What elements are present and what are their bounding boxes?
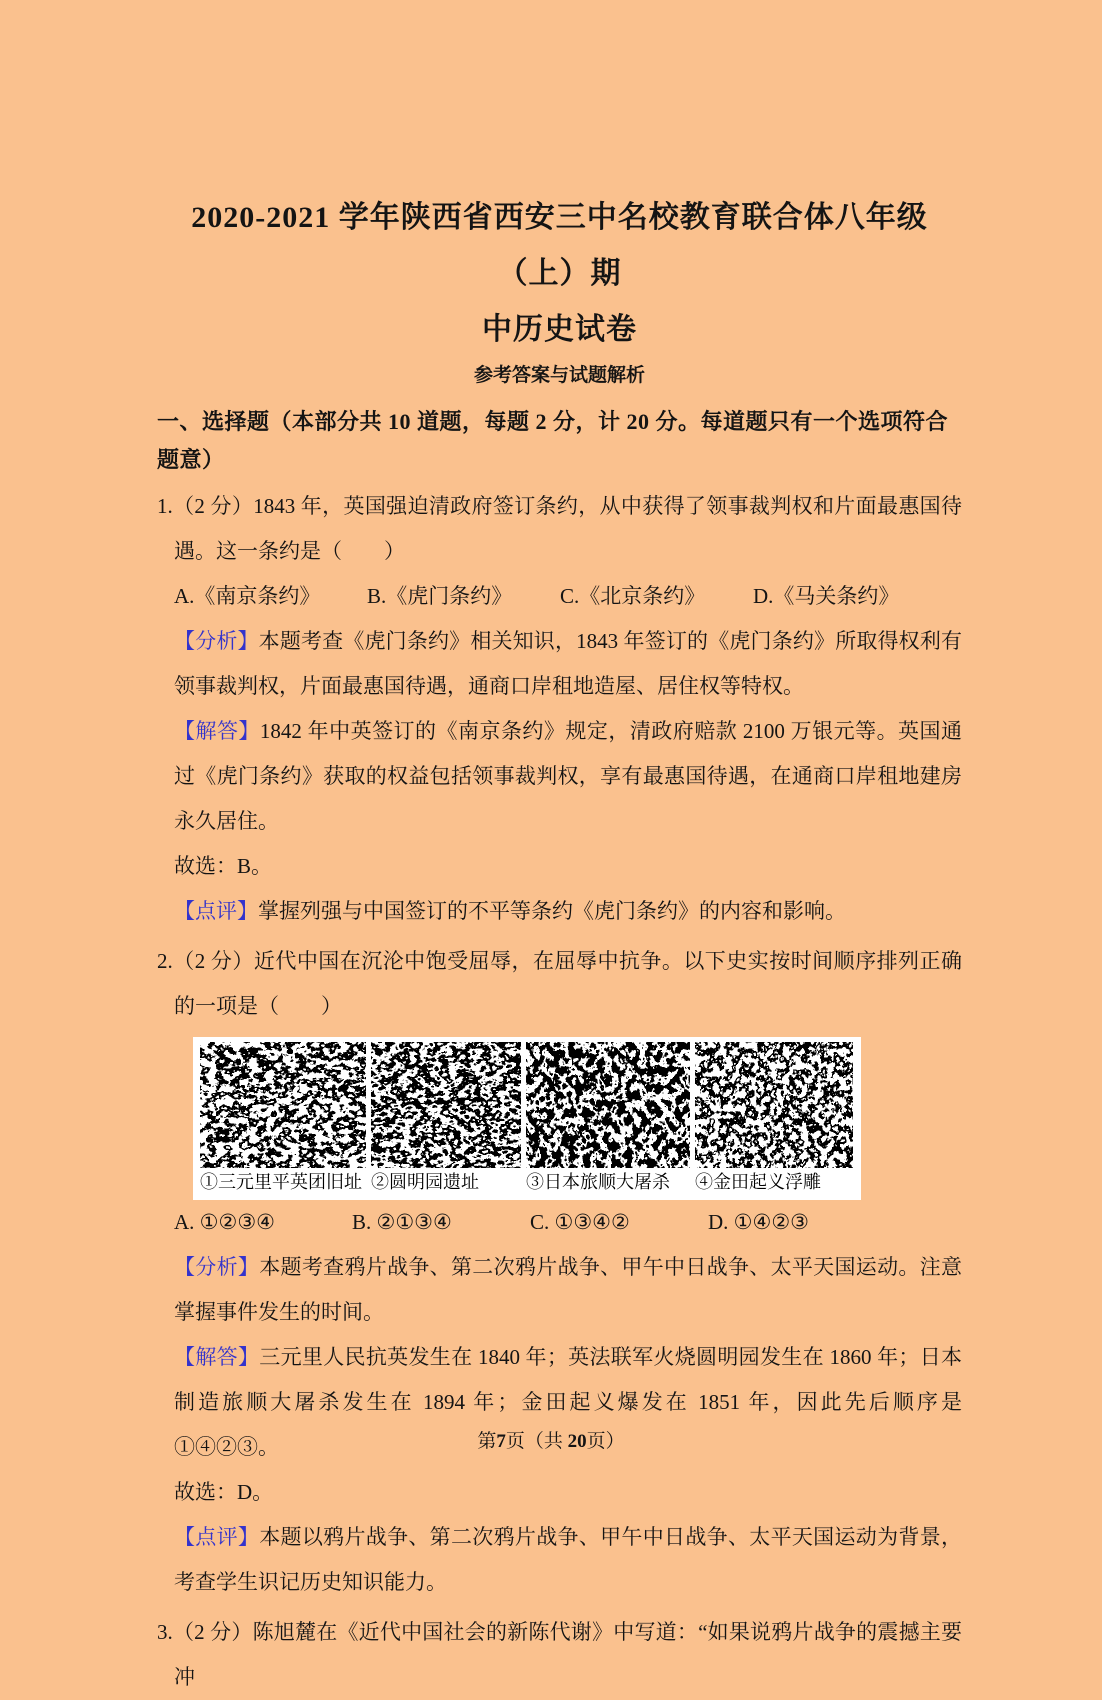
question-1-answer-text: 1842 年中英签订的《南京条约》规定，清政府赔款 2100 万银元等。英国通过《虎门条约》获取的权益包括领事裁判权，享有最惠国待遇，在通商口岸租地建房永久居住。 (174, 719, 963, 833)
question-2-number: 2.（2 分） (157, 949, 254, 973)
figure-caption-1: ①三元里平英团旧址 (200, 1172, 362, 1192)
question-1-option-d: D.《马关条约》 (753, 584, 900, 608)
yuanmingyuan-ruins-photo (371, 1042, 521, 1168)
page-title-line2: 中历史试卷 (482, 313, 637, 346)
answer-tag: 【解答】 (174, 719, 260, 743)
question-1 (157, 484, 962, 934)
answer-tag: 【解答】 (174, 1345, 260, 1369)
question-1-option-b: B.《虎门条约》 (367, 584, 513, 608)
question-3 (157, 1610, 962, 1700)
jintian-uprising-relief-photo (695, 1042, 853, 1168)
question-2-analysis (157, 1245, 962, 1335)
question-3-text: 陈旭麓在《近代中国社会的新陈代谢》中写道：“如果说鸦片战争的震撼主要冲 (174, 1620, 962, 1689)
figure-panel-1 (200, 1042, 366, 1197)
question-2-stem (157, 939, 962, 1029)
section-heading-multiple-choice: 一、选择题（本部分共 10 道题，每题 2 分，计 20 分。每道题只有一个选项符合题意） (157, 409, 949, 472)
question-1-text: 1843 年，英国强迫清政府签订条约，从中获得了领事裁判权和片面最惠国待遇。这一条约是（ ） (174, 494, 962, 563)
question-2-option-a: A. ①②③④ (174, 1210, 275, 1234)
question-2-options (157, 1200, 962, 1245)
question-1-stem (157, 484, 962, 574)
figure-caption-3: ③日本旅顺大屠杀 (526, 1172, 670, 1192)
comment-tag: 【点评】 (174, 1525, 260, 1549)
question-2-option-b: B. ②①③④ (352, 1210, 452, 1234)
page-number-footer (0, 1426, 1102, 1453)
question-1-analysis (157, 619, 962, 709)
question-2-option-c: C. ①③④② (530, 1210, 630, 1234)
question-1-comment (157, 889, 962, 934)
analysis-tag: 【分析】 (174, 1255, 260, 1279)
question-1-number: 1.（2 分） (157, 494, 254, 518)
page-title (157, 190, 962, 358)
figure-panel-3 (526, 1042, 690, 1197)
page-title-line1: 2020-2021 学年陕西省西安三中名校教育联合体八年级（上）期 (191, 201, 928, 290)
footer-current-page: 7 (496, 1431, 506, 1452)
figure-caption-4: ④金田起义浮雕 (695, 1172, 821, 1192)
question-1-conclusion: 故选：B。 (174, 854, 273, 878)
footer-part3: 页） (586, 1431, 625, 1452)
lushun-massacre-photo (526, 1042, 690, 1168)
question-2-conclusion: 故选：D。 (174, 1480, 274, 1504)
question-2-answer-text: 三元里人民抗英发生在 1840 年；英法联军火烧圆明园发生在 1860 年；日本制造旅顺大屠杀发生在 1894 年；金田起义爆发在 1851 年，因此先后顺序是①④②③。 (174, 1345, 963, 1459)
sanyuanli-site-photo (200, 1042, 366, 1168)
question-1-option-a: A.《南京条约》 (174, 584, 321, 608)
question-2-comment-text: 本题以鸦片战争、第二次鸦片战争、甲午中日战争、太平天国运动为背景，考查学生识记历史知识能力。 (174, 1525, 963, 1594)
question-2-analysis-text: 本题考查鸦片战争、第二次鸦片战争、甲午中日战争、太平天国运动。注意掌握事件发生的时间。 (174, 1255, 963, 1324)
question-3-number: 3.（2 分） (157, 1620, 253, 1644)
footer-part2: 页（共 (505, 1431, 563, 1452)
footer-total-pages: 20 (567, 1431, 587, 1452)
question-2-comment (157, 1515, 962, 1605)
question-1-analysis-text: 本题考查《虎门条约》相关知识，1843 年签订的《虎门条约》所取得权利有领事裁判权，片面最惠国待遇，通商口岸租地造屋、居住权等特权。 (174, 629, 963, 698)
figure-caption-2: ②圆明园遗址 (371, 1172, 479, 1192)
question-2-figure (193, 1037, 861, 1200)
question-2-option-d: D. ①④②③ (708, 1210, 809, 1234)
question-1-answer (157, 709, 962, 844)
comment-tag: 【点评】 (174, 899, 258, 923)
figure-panel-2 (371, 1042, 521, 1197)
question-1-option-c: C.《北京条约》 (560, 584, 706, 608)
footer-part1: 第 (477, 1431, 497, 1452)
question-1-options (157, 574, 962, 619)
question-2 (157, 939, 962, 1605)
page-subtitle: 参考答案与试题解析 (473, 365, 645, 386)
question-2-text: 近代中国在沉沦中饱受屈辱，在屈辱中抗争。以下史实按时间顺序排列正确的一项是（ ） (174, 949, 963, 1018)
analysis-tag: 【分析】 (174, 629, 259, 653)
question-3-stem (157, 1610, 962, 1700)
figure-panel-4 (695, 1042, 853, 1197)
question-1-comment-text: 掌握列强与中国签订的不平等条约《虎门条约》的内容和影响。 (258, 899, 846, 923)
